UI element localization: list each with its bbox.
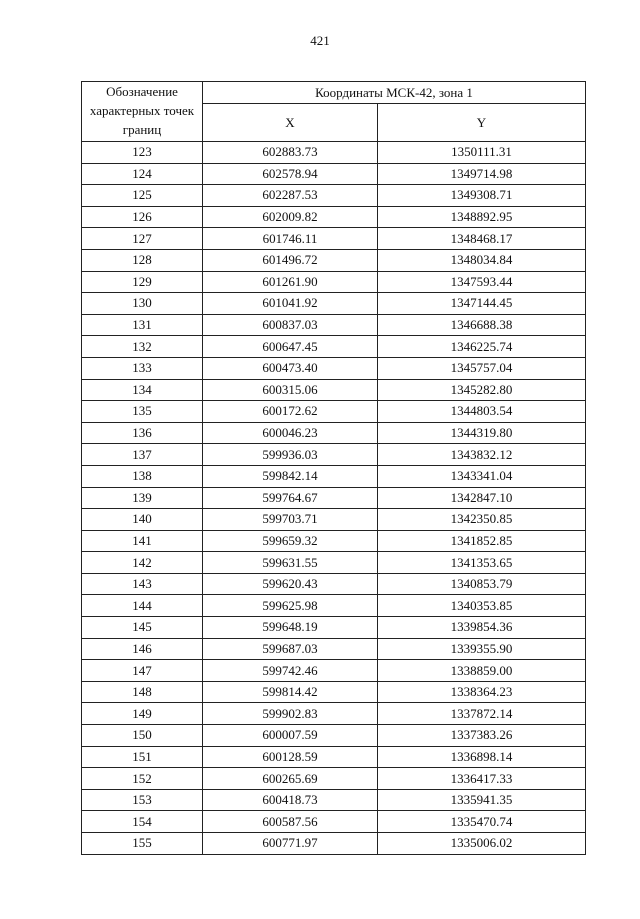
point-number-cell: 133	[82, 357, 203, 379]
table-row	[82, 293, 586, 315]
x-coordinate-cell: 602009.82	[203, 206, 378, 228]
x-coordinate-cell: 599764.67	[203, 487, 378, 509]
point-number-cell: 141	[82, 530, 203, 552]
point-number-cell: 135	[82, 401, 203, 423]
y-coordinate-cell: 1339854.36	[378, 617, 586, 639]
x-coordinate-cell: 600587.56	[203, 811, 378, 833]
table-row	[82, 487, 586, 509]
point-number-cell: 154	[82, 811, 203, 833]
y-coordinate-cell: 1338364.23	[378, 681, 586, 703]
point-number-cell: 155	[82, 833, 203, 855]
table-row	[82, 595, 586, 617]
y-coordinate-cell: 1350111.31	[378, 142, 586, 164]
table-row	[82, 163, 586, 185]
table-row	[82, 638, 586, 660]
x-coordinate-cell: 600265.69	[203, 768, 378, 790]
point-number-cell: 139	[82, 487, 203, 509]
table-row	[82, 725, 586, 747]
point-number-cell: 136	[82, 422, 203, 444]
point-number-cell: 124	[82, 163, 203, 185]
point-number-cell: 144	[82, 595, 203, 617]
table-row	[82, 789, 586, 811]
x-column-header: X	[203, 104, 378, 142]
point-number-cell: 150	[82, 725, 203, 747]
table-row	[82, 660, 586, 682]
point-number-cell: 127	[82, 228, 203, 250]
table-row	[82, 336, 586, 358]
y-coordinate-cell: 1349308.71	[378, 185, 586, 207]
x-coordinate-cell: 600046.23	[203, 422, 378, 444]
x-coordinate-cell: 599687.03	[203, 638, 378, 660]
point-number-cell: 128	[82, 249, 203, 271]
table-row	[82, 228, 586, 250]
y-coordinate-cell: 1347593.44	[378, 271, 586, 293]
x-coordinate-cell: 599659.32	[203, 530, 378, 552]
y-coordinate-cell: 1342847.10	[378, 487, 586, 509]
y-coordinate-cell: 1337383.26	[378, 725, 586, 747]
point-column-header: Обозначение характерных точек границ	[82, 82, 203, 142]
x-coordinate-cell: 601746.11	[203, 228, 378, 250]
x-coordinate-cell: 600172.62	[203, 401, 378, 423]
y-coordinate-cell: 1341852.85	[378, 530, 586, 552]
table-row	[82, 703, 586, 725]
coordinates-table-body	[82, 142, 586, 855]
coordinates-table	[81, 81, 586, 855]
point-number-cell: 131	[82, 314, 203, 336]
x-coordinate-cell: 600647.45	[203, 336, 378, 358]
x-coordinate-cell: 602287.53	[203, 185, 378, 207]
y-coordinate-cell: 1344803.54	[378, 401, 586, 423]
point-number-cell: 145	[82, 617, 203, 639]
table-row	[82, 573, 586, 595]
x-coordinate-cell: 599902.83	[203, 703, 378, 725]
table-row	[82, 401, 586, 423]
point-number-cell: 146	[82, 638, 203, 660]
page-number: 421	[310, 33, 330, 48]
coordinate-system-header: Координаты МСК-42, зона 1	[203, 82, 586, 104]
x-coordinate-cell: 602883.73	[203, 142, 378, 164]
point-number-cell: 132	[82, 336, 203, 358]
x-coordinate-cell: 599742.46	[203, 660, 378, 682]
y-coordinate-cell: 1347144.45	[378, 293, 586, 315]
table-row	[82, 530, 586, 552]
point-number-cell: 138	[82, 465, 203, 487]
table-row	[82, 746, 586, 768]
point-number-cell: 153	[82, 789, 203, 811]
table-row	[82, 552, 586, 574]
point-number-cell: 134	[82, 379, 203, 401]
y-coordinate-cell: 1339355.90	[378, 638, 586, 660]
y-coordinate-cell: 1335006.02	[378, 833, 586, 855]
point-number-cell: 125	[82, 185, 203, 207]
y-coordinate-cell: 1343341.04	[378, 465, 586, 487]
y-coordinate-cell: 1348034.84	[378, 249, 586, 271]
x-coordinate-cell: 600837.03	[203, 314, 378, 336]
x-coordinate-cell: 600315.06	[203, 379, 378, 401]
table-row	[82, 444, 586, 466]
table-row	[82, 357, 586, 379]
table-row	[82, 833, 586, 855]
x-coordinate-cell: 599936.03	[203, 444, 378, 466]
y-coordinate-cell: 1345757.04	[378, 357, 586, 379]
y-coordinate-cell: 1335941.35	[378, 789, 586, 811]
y-coordinate-cell: 1345282.80	[378, 379, 586, 401]
table-row	[82, 681, 586, 703]
x-coordinate-cell: 600128.59	[203, 746, 378, 768]
point-number-cell: 152	[82, 768, 203, 790]
x-coordinate-cell: 599625.98	[203, 595, 378, 617]
point-number-cell: 126	[82, 206, 203, 228]
y-coordinate-cell: 1338859.00	[378, 660, 586, 682]
y-coordinate-cell: 1337872.14	[378, 703, 586, 725]
x-coordinate-cell: 600473.40	[203, 357, 378, 379]
table-row	[82, 811, 586, 833]
table-row	[82, 142, 586, 164]
point-number-cell: 151	[82, 746, 203, 768]
point-number-cell: 123	[82, 142, 203, 164]
table-row	[82, 314, 586, 336]
point-number-cell: 143	[82, 573, 203, 595]
table-row	[82, 465, 586, 487]
x-coordinate-cell: 600771.97	[203, 833, 378, 855]
x-coordinate-cell: 602578.94	[203, 163, 378, 185]
y-column-header: Y	[378, 104, 586, 142]
x-coordinate-cell: 600007.59	[203, 725, 378, 747]
y-coordinate-cell: 1335470.74	[378, 811, 586, 833]
x-coordinate-cell: 599703.71	[203, 509, 378, 531]
table-row	[82, 206, 586, 228]
y-coordinate-cell: 1346225.74	[378, 336, 586, 358]
point-number-cell: 147	[82, 660, 203, 682]
x-coordinate-cell: 599631.55	[203, 552, 378, 574]
point-number-cell: 137	[82, 444, 203, 466]
x-coordinate-cell: 599620.43	[203, 573, 378, 595]
y-coordinate-cell: 1349714.98	[378, 163, 586, 185]
table-row	[82, 379, 586, 401]
y-coordinate-cell: 1336898.14	[378, 746, 586, 768]
y-coordinate-cell: 1342350.85	[378, 509, 586, 531]
table-row	[82, 185, 586, 207]
table-row	[82, 509, 586, 531]
point-number-cell: 140	[82, 509, 203, 531]
y-coordinate-cell: 1348468.17	[378, 228, 586, 250]
y-coordinate-cell: 1343832.12	[378, 444, 586, 466]
table-row	[82, 271, 586, 293]
table-row	[82, 768, 586, 790]
table-row	[82, 617, 586, 639]
point-number-cell: 149	[82, 703, 203, 725]
y-coordinate-cell: 1344319.80	[378, 422, 586, 444]
point-number-cell: 130	[82, 293, 203, 315]
point-number-cell: 142	[82, 552, 203, 574]
x-coordinate-cell: 599814.42	[203, 681, 378, 703]
y-coordinate-cell: 1341353.65	[378, 552, 586, 574]
x-coordinate-cell: 599842.14	[203, 465, 378, 487]
x-coordinate-cell: 600418.73	[203, 789, 378, 811]
x-coordinate-cell: 601041.92	[203, 293, 378, 315]
y-coordinate-cell: 1336417.33	[378, 768, 586, 790]
coordinates-table-header	[82, 82, 586, 142]
y-coordinate-cell: 1346688.38	[378, 314, 586, 336]
table-row	[82, 422, 586, 444]
y-coordinate-cell: 1348892.95	[378, 206, 586, 228]
x-coordinate-cell: 601261.90	[203, 271, 378, 293]
point-number-cell: 148	[82, 681, 203, 703]
y-coordinate-cell: 1340353.85	[378, 595, 586, 617]
x-coordinate-cell: 601496.72	[203, 249, 378, 271]
y-coordinate-cell: 1340853.79	[378, 573, 586, 595]
table-row	[82, 249, 586, 271]
x-coordinate-cell: 599648.19	[203, 617, 378, 639]
point-number-cell: 129	[82, 271, 203, 293]
